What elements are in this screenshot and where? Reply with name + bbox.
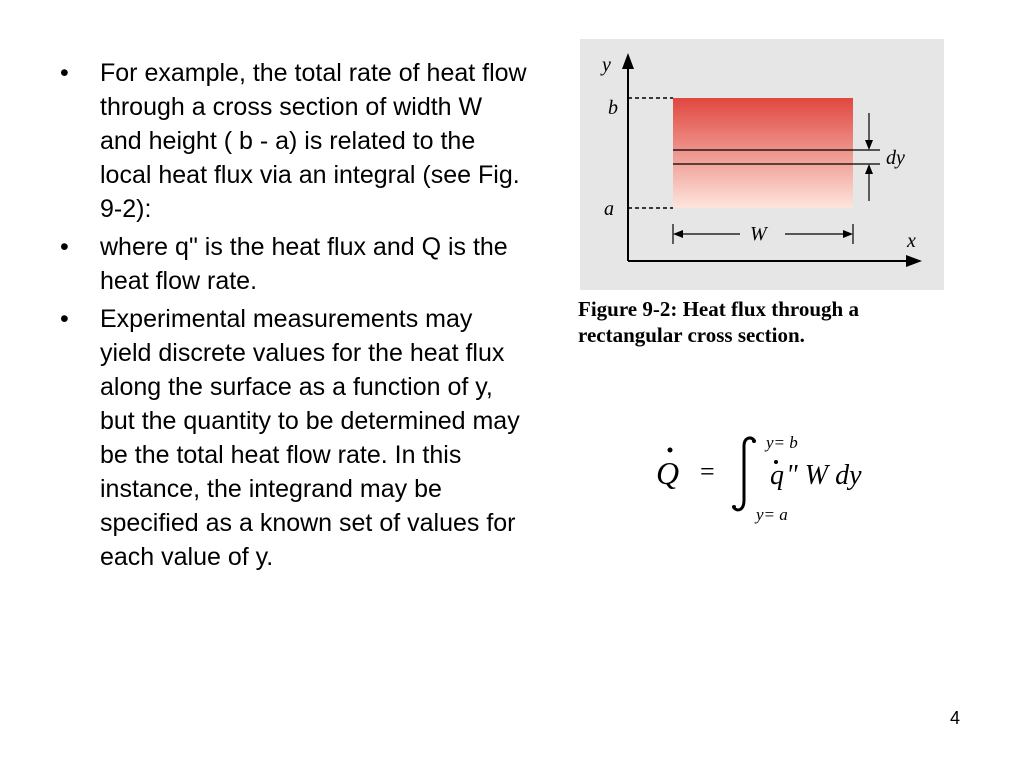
w-arrow-left-icon	[673, 230, 683, 238]
equation-equals: =	[700, 457, 715, 486]
b-label: b	[608, 97, 618, 119]
bullet-list	[60, 56, 530, 578]
lower-limit: y= a	[756, 505, 788, 524]
bullet-item	[60, 230, 530, 298]
bullet-text: For example, the total rate of heat flow through a cross section of width W and height ( b - a) is related to the local heat flux via an integral (see Fig. 9-2):	[100, 59, 527, 223]
y-axis-label: y	[602, 54, 611, 76]
equation-lhs: Q	[656, 455, 680, 491]
cross-section-diagram	[580, 39, 944, 290]
bullet-mark: •	[60, 59, 69, 87]
dy-arrow-up-icon	[865, 164, 873, 174]
q-dot	[668, 448, 673, 453]
integral-sign	[734, 438, 754, 510]
bullet-mark: •	[60, 233, 69, 261]
upper-limit: y= b	[766, 433, 798, 452]
w-arrow-right-icon	[843, 230, 853, 238]
bullet-text: where q" is the heat flux and Q is the heat flow rate.	[100, 233, 508, 295]
bullet-text: Experimental measurements may yield discrete values for the heat flux along the surface as a function of y, but the quantity to be determined may be the total heat flow rate. In this instance, the integrand may be specified as a known set of values for each value of y.	[100, 305, 520, 571]
figure-caption: Figure 9-2: Heat flux through a rectangular cross section.	[578, 297, 859, 347]
integrand-q: q	[770, 460, 784, 491]
integrand-rest: " W dy	[786, 460, 862, 491]
dy-label: dy	[886, 147, 905, 169]
dy-arrow-down-icon	[865, 140, 873, 150]
heat-flux-region	[673, 98, 853, 208]
page-number: 4	[950, 708, 961, 728]
bullet-item	[60, 302, 530, 574]
w-label: W	[750, 223, 767, 245]
x-axis-arrow-icon	[906, 255, 922, 267]
x-axis-label: x	[907, 230, 916, 252]
bullet-mark: •	[60, 305, 69, 333]
heat-flow-integral	[650, 428, 910, 528]
a-label: a	[604, 198, 614, 220]
bullet-item	[60, 56, 530, 226]
y-axis-arrow-icon	[622, 53, 634, 69]
heat-flux-figure	[580, 39, 944, 290]
